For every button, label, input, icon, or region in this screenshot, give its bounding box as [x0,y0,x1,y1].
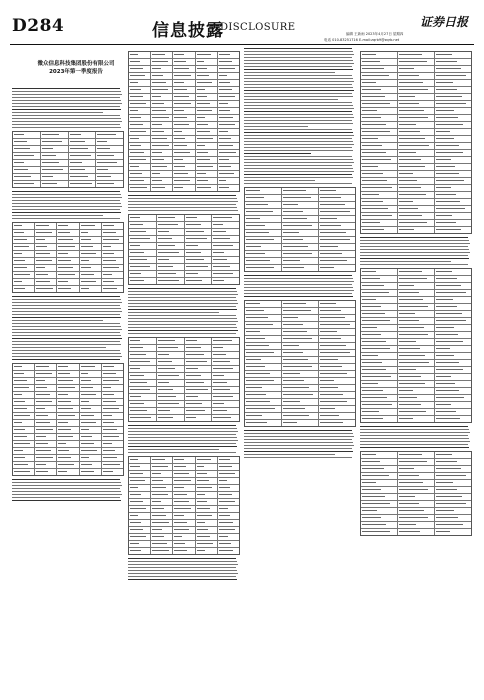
section-title: 信息披露 [152,21,224,41]
contact-line: 电话 010-83251716 E-mail:zqrb9@zqrb.net [324,38,400,42]
report-name: 2023年第一季度报告 [49,69,103,75]
masthead [0,0,484,44]
page-code: D284 [12,16,65,36]
editor-date-line: 编辑 王新雨 2023年4月27日 星期四 [346,32,404,36]
column-3 [244,48,356,688]
newspaper-logo: 证券日报 [420,15,469,29]
column-1 [12,48,124,688]
column-4 [360,48,472,688]
column-2 [128,48,240,688]
section-title-english: DISCLOSURE [220,22,296,33]
report-company: 微众信息科技集团股份有限公司 [37,61,115,67]
masthead-rule [10,44,474,45]
